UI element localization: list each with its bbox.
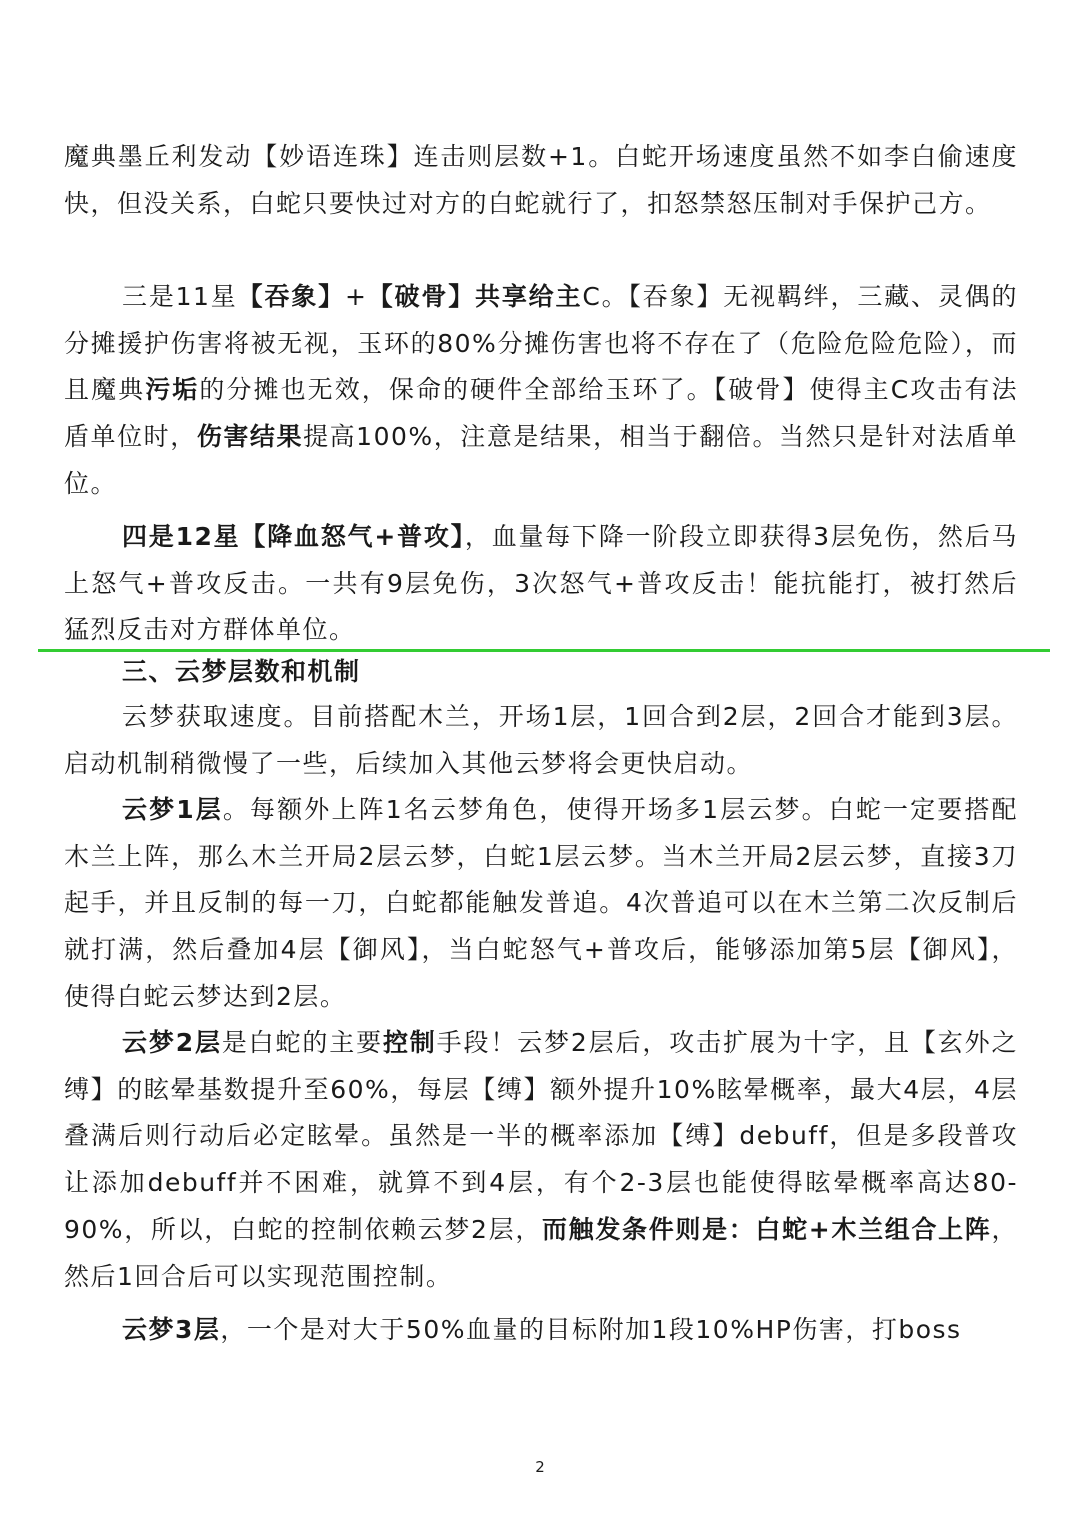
para5-bold-1: 云梦1层 xyxy=(122,795,223,824)
paragraph-5 xyxy=(64,787,1018,1021)
para2-text-3: C。【吞象】无视羁绊，三藏、灵偶的分摊援护伤害将被无视，玉环的80%分摊伤害也将不存在了（危险危险危险），而且魔典 xyxy=(64,282,1018,405)
para5-text-1: 。每额外上阵1名云梦角色，使得开场多1层云梦。白蛇一定要搭配木兰上阵，那么木兰开局2层云梦，白蛇1层云梦。当木兰开局2层云梦，直接3刀起手，并且反制的每一刀，白蛇都能触发普追。4次普追可以在木兰第二次反制后就打满，然后叠加4层【御风】，当白蛇怒气+普攻后，能够添加第5层【御风】，使得白蛇云梦达到2层。 xyxy=(64,795,1018,1011)
para6-bold-3: 而触发条件则是：白蛇+木兰组合上阵 xyxy=(542,1214,992,1244)
section-heading: 三、云梦层数和机制 xyxy=(122,657,361,686)
paragraph-3 xyxy=(64,514,1018,654)
para2-bold-3: 污垢 xyxy=(145,375,200,405)
para2-bold-2: 【破骨】共享给主 xyxy=(367,282,583,311)
paragraph-1 xyxy=(64,134,1018,227)
para6-bold-1: 云梦2层 xyxy=(122,1028,222,1057)
paragraph-4 xyxy=(64,694,1018,787)
para2-bold-4: 伤害结果 xyxy=(196,422,304,452)
para6-text-1: 是白蛇的主要 xyxy=(221,1028,383,1057)
para6-text-2: 手段！云梦2层后，攻击扩展为十字，且【玄外之缚】的眩晕基数提升至60%，每层【缚】额外提升10%眩晕概率，最大4层，4层叠满后则行动后必定眩晕。虽然是一半的概率添加【缚】debuff，但是多段普攻让添加debuff并不困难，就算不到4层，有个2-3层也能使得眩晕概率高达80-90%，所以，白蛇的控制依赖云梦2层， xyxy=(64,1028,1018,1244)
para1-text: 魔典墨丘利发动【妙语连珠】连击则层数+1。白蛇开场速度虽然不如李白偷速度快，但没关系，白蛇只要快过对方的白蛇就行了，扣怒禁怒压制对手保护己方。 xyxy=(64,142,1018,218)
paragraph-6 xyxy=(64,1020,1018,1300)
page-number: 2 xyxy=(535,1458,545,1476)
para2-text-4: 的分摊也无效，保命的硬件全部给玉环了。【破骨】使得主C攻击有法盾单位时， xyxy=(64,375,1018,452)
para2-text-2: + xyxy=(344,282,368,311)
para3-text-1: ，血量每下降一阶段立即获得3层免伤，然后马上怒气+普攻反击。一共有9层免伤，3次怒气+普攻反击！能抗能打，被打然后猛烈反击对方群体单位。 xyxy=(64,522,1018,645)
para3-bold-1: 四是12星【降血怒气+普攻】 xyxy=(122,522,465,551)
para6-bold-2: 控制 xyxy=(382,1028,437,1057)
para7-bold-1: 云梦3层 xyxy=(122,1315,221,1344)
green-divider-line xyxy=(38,649,1050,652)
paragraph-2 xyxy=(64,274,1018,508)
paragraph-7 xyxy=(64,1307,1018,1354)
para7-text-1: ，一个是对大于50%血量的目标附加1段10%HP伤害，打boss xyxy=(220,1315,962,1344)
para4-text: 云梦获取速度。目前搭配木兰，开场1层，1回合到2层，2回合才能到3层。启动机制稍微慢了一些，后续加入其他云梦将会更快启动。 xyxy=(64,702,1018,778)
para6-text-3: ，然后1回合后可以实现范围控制。 xyxy=(64,1214,1018,1291)
para2-text-5: 提高100%，注意是结果，相当于翻倍。当然只是针对法盾单位。 xyxy=(64,422,1018,498)
para2-text-1: 三是11星 xyxy=(122,282,238,311)
para2-bold-1: 【吞象】 xyxy=(237,282,345,311)
